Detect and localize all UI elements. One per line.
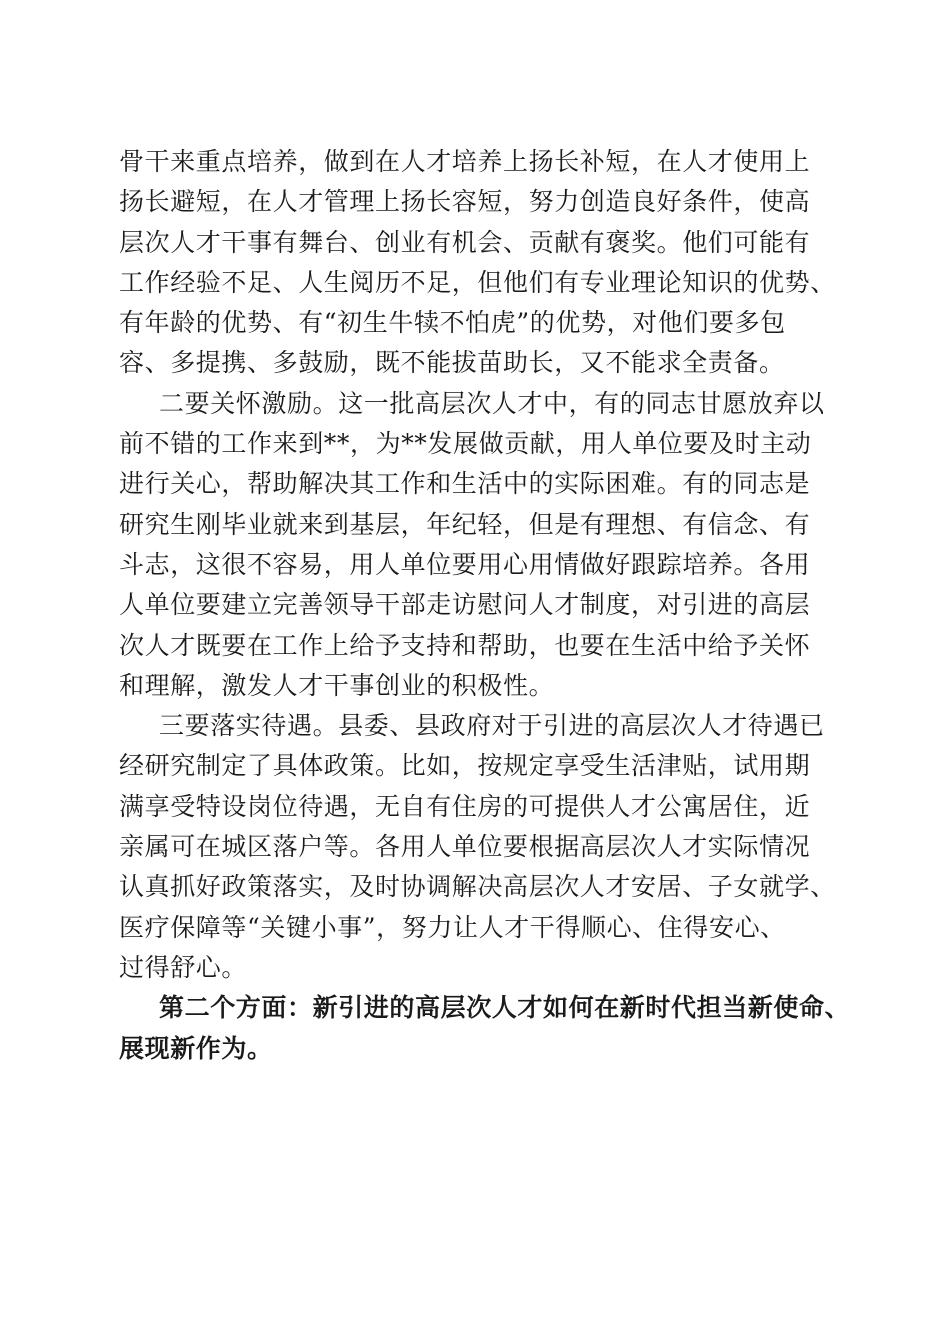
text-line: 过得舒心。: [119, 952, 248, 982]
heading-line: 展现新作为。: [119, 1033, 273, 1063]
text-line: 容、多提携、多鼓励，既不能拔苗助长，又不能求全责备。: [119, 348, 785, 378]
text-line: 前不错的工作来到**，为**发展做贡献，用人单位要及时主动: [119, 429, 812, 459]
text-line: 人单位要建立完善领导干部走访慰问人才制度，对引进的高层: [119, 590, 811, 620]
text-line: 认真抓好政策落实，及时协调解决高层次人才安居、子女就学、: [119, 872, 836, 902]
text-line: 和理解，激发人才干事创业的积极性。: [119, 670, 555, 700]
heading-line: 第二个方面：新引进的高层次人才如何在新时代担当新使命、: [159, 993, 851, 1023]
paragraph-care-and-motivation: [119, 384, 839, 706]
text-line: 扬长避短，在人才管理上扬长容短，努力创造良好条件，使高: [119, 187, 811, 217]
text-line: 满享受特设岗位待遇，无自有住房的可提供人才公寓居住，近: [119, 791, 811, 821]
paragraph-implement-benefits: [119, 706, 839, 988]
body-text: [119, 142, 851, 1069]
text-line: 有年龄的优势、有“初生牛犊不怕虎”的优势，对他们要多包: [119, 308, 786, 338]
text-line: 骨干来重点培养，做到在人才培养上扬长补短，在人才使用上: [119, 147, 811, 176]
text-line: 层次人才干事有舞台、创业有机会、贡献有褒奖。他们可能有: [119, 227, 811, 257]
text-line: 工作经验不足、人生阅历不足，但他们有专业理论知识的优势、: [119, 267, 836, 297]
text-line: 经研究制定了具体政策。比如，按规定享受生活津贴，试用期: [119, 751, 811, 781]
section-heading: [119, 988, 851, 1069]
text-line: 三要落实待遇。县委、县政府对于引进的高层次人才待遇已: [159, 711, 825, 741]
text-line: 进行关心，帮助解决其工作和生活中的实际困难。有的同志是: [119, 469, 811, 499]
text-line: 研究生刚毕业就来到基层，年纪轻，但是有理想、有信念、有: [119, 509, 811, 539]
text-line: 斗志，这很不容易，用人单位要用心用情做好跟踪培养。各用: [119, 549, 811, 579]
paragraph-continuation: [119, 142, 839, 384]
text-line: 次人才既要在工作上给予支持和帮助，也要在生活中给予关怀: [119, 630, 811, 660]
text-line: 亲属可在城区落户等。各用人单位要根据高层次人才实际情况: [119, 832, 811, 862]
text-line: 医疗保障等“关键小事”，努力让人才干得顺心、住得安心、: [119, 912, 786, 942]
text-line: 二要关怀激励。这一批高层次人才中，有的同志甘愿放弃以: [159, 388, 825, 418]
